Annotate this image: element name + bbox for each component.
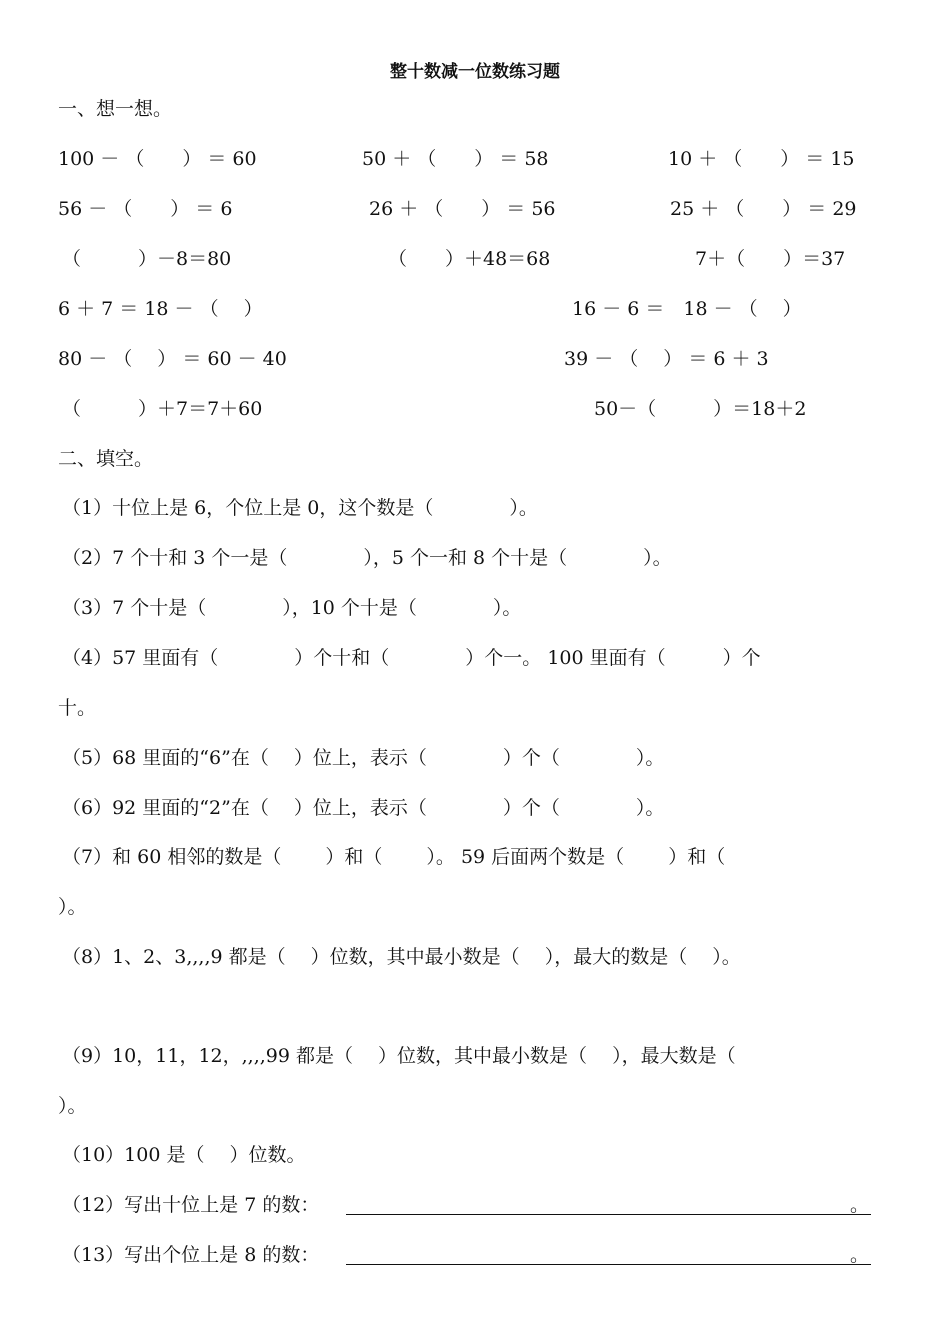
question: （2）7 个十和 3 个一是（ ），5 个一和 8 个十是（ ）。: [62, 547, 672, 569]
equation: 39 － （ ） ＝ 6 ＋ 3: [564, 348, 769, 370]
question: （4）57 里面有（ ）个十和（ ）个一。 100 里面有（ ）个: [62, 647, 761, 669]
equation: 56 － （ ） ＝ 6: [58, 198, 233, 220]
question: （13）写出个位上是 8 的数：: [62, 1244, 320, 1266]
equation: 7＋（ ）＝37: [695, 248, 846, 270]
equation: 6 ＋ 7 ＝ 18 － （ ）: [58, 298, 263, 320]
question: （1）十位上是 6，个位上是 0，这个数是（ ）。: [62, 497, 538, 519]
equation: 100 － （ ） ＝ 60: [58, 148, 257, 170]
question: （10）100 是（ ）位数。: [62, 1144, 306, 1166]
question: （5）68 里面的“6”在（ ）位上，表示（ ）个（ ）。: [62, 747, 665, 769]
question: （3）7 个十是（ ），10 个十是（ ）。: [62, 597, 522, 619]
answer-line[interactable]: [346, 1214, 871, 1215]
question-continued: 十。: [58, 697, 97, 719]
question: （9）10，11，12，,,,,99 都是（ ）位数，其中最小数是（ ），最大数是（: [62, 1045, 736, 1067]
equation: 80 － （ ） ＝ 60 － 40: [58, 348, 287, 370]
equation: 26 ＋ （ ） ＝ 56: [369, 198, 556, 220]
section1-heading: 一、想一想。: [58, 98, 173, 120]
equation: 50－（ ）＝18＋2: [594, 398, 807, 420]
end-mark: 。: [850, 1194, 870, 1216]
equation: （ ）＋48＝68: [388, 248, 551, 270]
page-title: 整十数减一位数练习题: [390, 62, 560, 82]
question-continued: ）。: [58, 896, 87, 918]
question-continued: ）。: [58, 1095, 87, 1117]
equation: （ ）＋7＝7＋60: [62, 398, 263, 420]
end-mark: 。: [850, 1244, 870, 1266]
section2-heading: 二、填空。: [58, 448, 154, 470]
equation: 16 － 6 ＝ 18 － （ ）: [572, 298, 802, 320]
equation: 50 ＋ （ ） ＝ 58: [362, 148, 549, 170]
question: （12）写出十位上是 7 的数：: [62, 1194, 320, 1216]
answer-line[interactable]: [346, 1264, 871, 1265]
question: （8）1、2、3,,,,9 都是（ ）位数，其中最小数是（ ），最大的数是（ ）。: [62, 946, 741, 968]
equation: 25 ＋ （ ） ＝ 29: [670, 198, 857, 220]
equation: 10 ＋ （ ） ＝ 15: [668, 148, 855, 170]
question: （6）92 里面的“2”在（ ）位上，表示（ ）个（ ）。: [62, 797, 665, 819]
question: （7）和 60 相邻的数是（ ）和（ ）。 59 后面两个数是（ ）和（: [62, 846, 726, 868]
equation: （ ）－8＝80: [62, 248, 232, 270]
